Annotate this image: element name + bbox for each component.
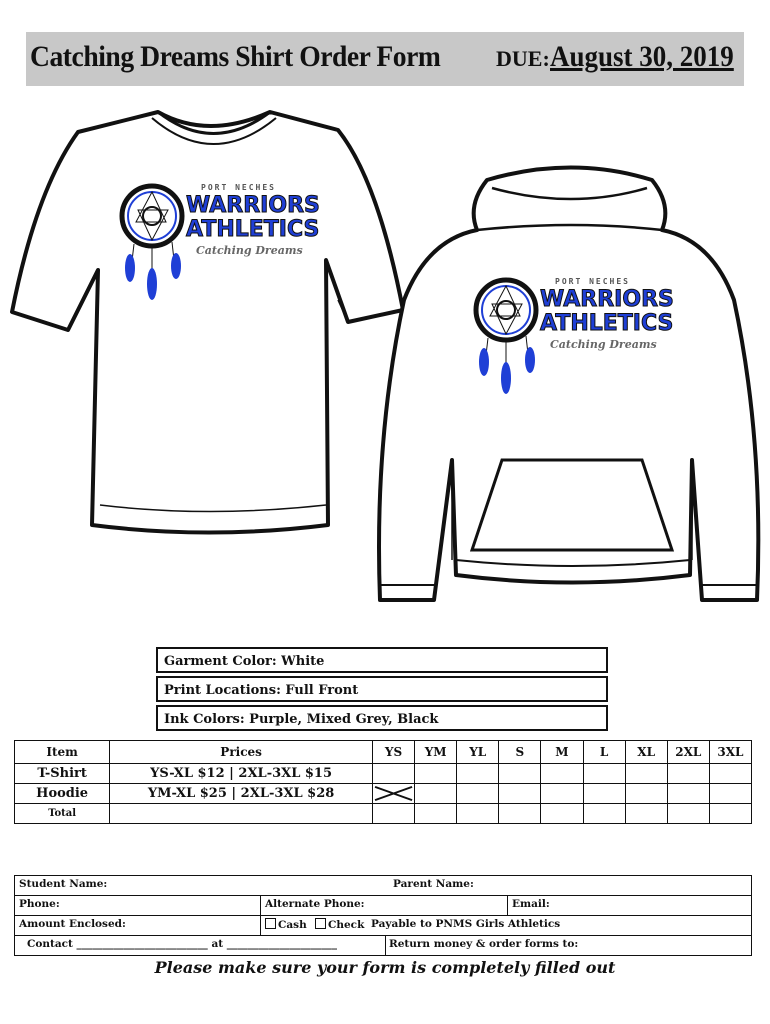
unavailable-cell	[372, 784, 414, 804]
tshirt-illustration	[8, 100, 408, 540]
logo-catching-dreams: Catching Dreams	[550, 338, 657, 351]
logo-catching-dreams: Catching Dreams	[196, 244, 303, 257]
item-cell: Total	[15, 804, 110, 824]
price-cell	[110, 804, 373, 824]
qty-cell[interactable]	[625, 784, 667, 804]
qty-cell[interactable]	[372, 764, 414, 784]
logo-warriors: WARRIORS	[186, 193, 320, 218]
total-cell[interactable]	[709, 804, 751, 824]
student-name-field[interactable]: Student Name:	[19, 878, 108, 890]
price-cell: YS-XL $12 | 2XL-3XL $15	[110, 764, 373, 784]
contact-line[interactable]: Contact _________________________ at _____________________	[27, 938, 338, 950]
check-checkbox[interactable]	[315, 918, 364, 931]
header-size: 3XL	[709, 741, 751, 764]
hoodie-logo	[470, 272, 674, 402]
return-to: Return money & order forms to:	[389, 938, 579, 950]
qty-cell[interactable]	[625, 764, 667, 784]
order-table	[14, 740, 752, 824]
total-cell[interactable]	[667, 804, 709, 824]
header-size: XL	[625, 741, 667, 764]
form-row-contact	[15, 936, 751, 955]
qty-cell[interactable]	[709, 784, 751, 804]
total-cell[interactable]	[583, 804, 625, 824]
header-bar	[26, 32, 744, 86]
logo-athletics: ATHLETICS	[186, 217, 320, 242]
header-size: M	[541, 741, 583, 764]
divider	[385, 936, 386, 955]
qty-cell[interactable]	[499, 784, 541, 804]
logo-port-neches: PORT NECHES	[555, 277, 630, 286]
logo-port-neches: PORT NECHES	[201, 183, 276, 192]
header-size: YM	[415, 741, 457, 764]
contact-form	[14, 875, 752, 956]
qty-cell[interactable]	[667, 764, 709, 784]
divider	[260, 916, 261, 935]
form-row-phones	[15, 896, 751, 916]
ink-colors-box: Ink Colors: Purple, Mixed Grey, Black	[156, 705, 608, 731]
cash-label: Cash	[278, 919, 307, 931]
qty-cell[interactable]	[709, 764, 751, 784]
check-label: Check	[328, 919, 365, 931]
table-header-row	[15, 741, 752, 764]
qty-cell[interactable]	[583, 764, 625, 784]
price-cell: YM-XL $25 | 2XL-3XL $28	[110, 784, 373, 804]
checkbox-icon	[315, 918, 326, 929]
checkbox-icon	[265, 918, 276, 929]
divider	[260, 896, 261, 915]
header-size: S	[499, 741, 541, 764]
qty-cell[interactable]	[667, 784, 709, 804]
amount-enclosed-field[interactable]: Amount Enclosed:	[19, 918, 126, 930]
due-date: August 30, 2019	[550, 40, 734, 73]
form-row-names	[15, 876, 751, 896]
total-cell[interactable]	[372, 804, 414, 824]
header-size: YS	[372, 741, 414, 764]
print-locations-box: Print Locations: Full Front	[156, 676, 608, 702]
qty-cell[interactable]	[541, 784, 583, 804]
total-cell[interactable]	[457, 804, 499, 824]
qty-cell[interactable]	[541, 764, 583, 784]
logo-warriors: WARRIORS	[540, 287, 674, 312]
cash-checkbox[interactable]	[265, 918, 307, 931]
parent-name-field[interactable]: Parent Name:	[393, 878, 474, 890]
total-cell[interactable]	[415, 804, 457, 824]
payable-to: Payable to PNMS Girls Athletics	[371, 918, 561, 930]
total-cell[interactable]	[541, 804, 583, 824]
table-row-total	[15, 804, 752, 824]
header-prices: Prices	[110, 741, 373, 764]
cross-out-icon	[373, 784, 414, 803]
total-cell[interactable]	[499, 804, 541, 824]
qty-cell[interactable]	[415, 764, 457, 784]
table-row-hoodie	[15, 784, 752, 804]
tshirt-logo	[116, 178, 320, 308]
divider	[507, 896, 508, 915]
item-cell: T-Shirt	[15, 764, 110, 784]
qty-cell[interactable]	[457, 764, 499, 784]
header-size: L	[583, 741, 625, 764]
phone-field[interactable]: Phone:	[19, 898, 60, 910]
alternate-phone-field[interactable]: Alternate Phone:	[265, 898, 365, 910]
header-size: YL	[457, 741, 499, 764]
footer-note: Please make sure your form is completely filled out	[154, 958, 616, 977]
qty-cell[interactable]	[583, 784, 625, 804]
table-row-tshirt	[15, 764, 752, 784]
item-cell: Hoodie	[15, 784, 110, 804]
email-field[interactable]: Email:	[512, 898, 550, 910]
header-item: Item	[15, 741, 110, 764]
form-title: Catching Dreams Shirt Order Form	[30, 40, 441, 73]
qty-cell[interactable]	[415, 784, 457, 804]
logo-athletics: ATHLETICS	[540, 311, 674, 336]
due-label: DUE:	[496, 46, 550, 71]
garment-color-box: Garment Color: White	[156, 647, 608, 673]
form-row-payment	[15, 916, 751, 936]
total-cell[interactable]	[625, 804, 667, 824]
qty-cell[interactable]	[499, 764, 541, 784]
header-size: 2XL	[667, 741, 709, 764]
qty-cell[interactable]	[457, 784, 499, 804]
